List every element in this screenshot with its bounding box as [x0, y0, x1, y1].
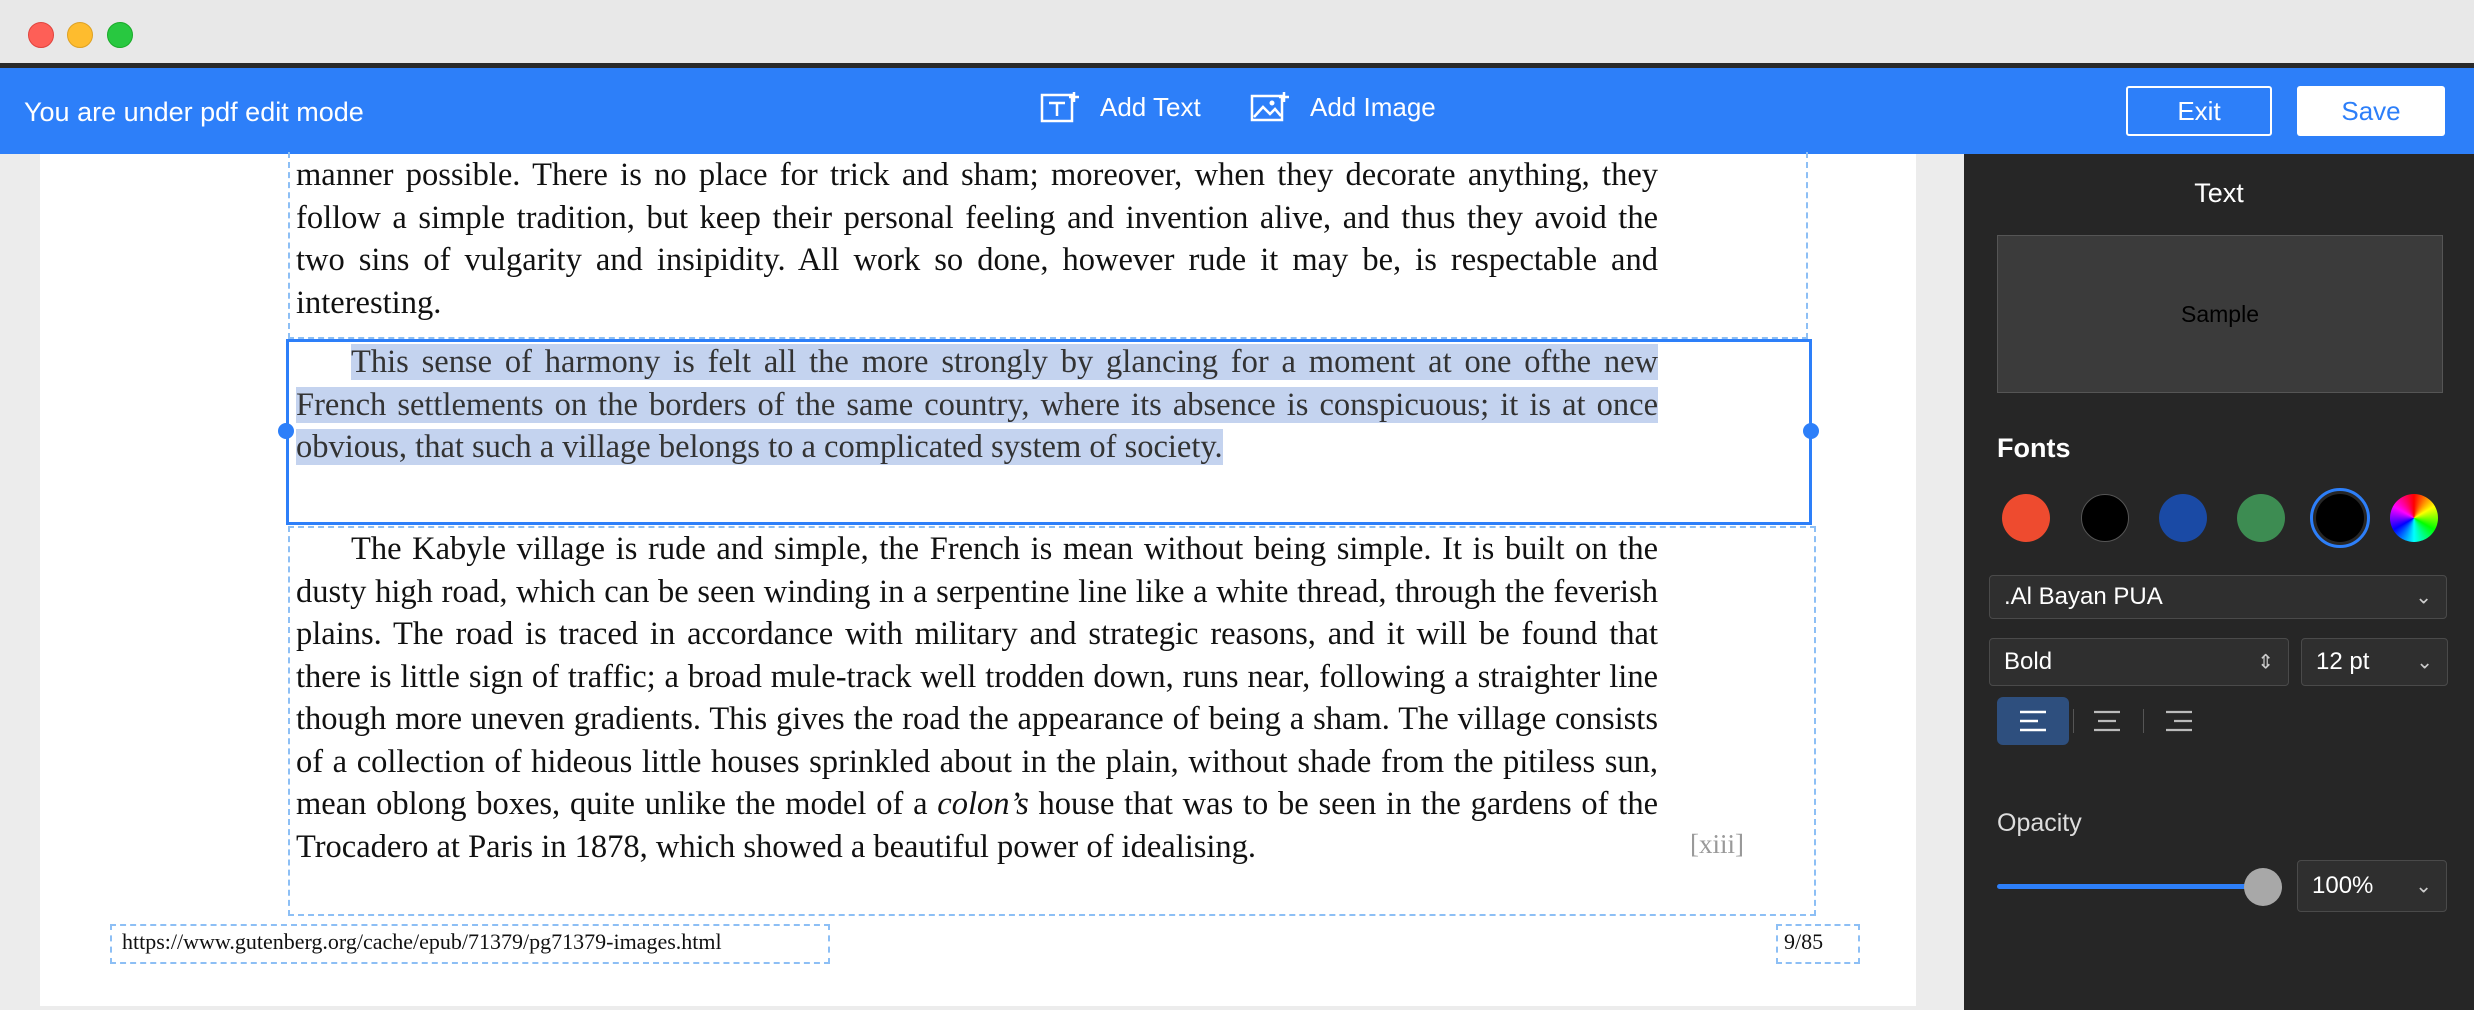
- opacity-slider-track[interactable]: [1997, 884, 2262, 889]
- font-sample-preview: [1997, 235, 2443, 393]
- color-swatch-red[interactable]: [2002, 494, 2050, 542]
- add-image-button[interactable]: [1250, 90, 1436, 124]
- color-swatch-black[interactable]: [2081, 494, 2129, 542]
- side-page-number: [xiii]: [1690, 829, 1744, 859]
- color-swatch-green[interactable]: [2237, 494, 2285, 542]
- page-count[interactable]: 9/85: [1784, 929, 1824, 954]
- add-image-label: Add Image: [1310, 91, 1436, 122]
- color-swatch-blue[interactable]: [2159, 494, 2207, 542]
- up-down-chevron-icon: ⇕: [2257, 651, 2274, 674]
- text-properties-panel: [1964, 154, 2474, 1010]
- close-window-button[interactable]: [28, 22, 54, 48]
- align-center-button[interactable]: [2071, 697, 2143, 745]
- add-text-label: Add Text: [1100, 91, 1201, 122]
- paragraph-3-start: The Kabyle village is rude and simple, the French is mean without being simple. It is built on the dusty high road, which can be seen winding in a serpentine line like a white thread, through the feverish plains. The road is traced in accordance with military and strategic reasons, and it will be found that there is little sign of traffic; a broad mule-track well trodden down, runs near, following a straighter line though more uneven gradients. This gives the road the appearance of being a sham. The village consists of a collection of hideous little houses sprinkled about in the plain, without shade from the pitiless sun, mean oblong boxes, quite unlike the model of a: [296, 531, 1658, 822]
- save-button[interactable]: Save: [2297, 86, 2445, 136]
- footer-url[interactable]: https://www.gutenberg.org/cache/epub/71379/pg71379-images.html: [122, 929, 722, 954]
- opacity-value: 100%: [2312, 872, 2374, 899]
- color-picker-icon[interactable]: [2390, 494, 2438, 542]
- add-text-button[interactable]: [1040, 90, 1201, 124]
- opacity-slider-knob[interactable]: [2244, 868, 2282, 906]
- font-size-value: 12 pt: [2316, 648, 2370, 675]
- align-center-icon: [2092, 709, 2122, 733]
- highlighted-text[interactable]: This sense of harmony is felt all the more strongly by glancing for a moment at one ofthe new French settlements on the borders of the same country, where its absence is conspicuous; it is at once obvious, that such a village belongs to a complicated system of society.: [296, 344, 1658, 465]
- align-right-button[interactable]: [2143, 697, 2215, 745]
- align-right-icon: [2164, 709, 2194, 733]
- window-titlebar: [0, 0, 2474, 63]
- color-swatch-black-selected[interactable]: [2316, 494, 2364, 542]
- font-weight-value: Bold: [2004, 648, 2053, 675]
- paragraph-text-2[interactable]: [296, 341, 1658, 469]
- opacity-label: Opacity: [1997, 809, 2082, 837]
- paragraph-text-1[interactable]: manner possible. There is no place for trick and sham; moreover, when they decorate anything, they follow a simple tradition, but keep their personal feeling and invention alive, and thus they avoid the two sins of vulgarity and insipidity. All work so done, however rude it may be, is respectable and interesting.: [296, 157, 1658, 321]
- zoom-window-button[interactable]: [107, 22, 133, 48]
- alignment-group: [1997, 697, 2217, 745]
- edit-mode-label: You are under pdf edit mode: [24, 97, 364, 127]
- font-size-select[interactable]: [2301, 638, 2448, 686]
- panel-title: Text: [2194, 178, 2244, 208]
- minimize-window-button[interactable]: [67, 22, 93, 48]
- align-left-icon: [2018, 709, 2048, 733]
- paragraph-3-italic: colon’s: [937, 786, 1029, 822]
- font-weight-select[interactable]: [1989, 638, 2289, 686]
- add-text-icon: [1040, 90, 1080, 124]
- sample-text: Sample: [2181, 300, 2259, 327]
- pdf-page: [40, 154, 1916, 1006]
- paragraph-text-3[interactable]: [296, 528, 1658, 868]
- add-image-icon: [1250, 90, 1290, 124]
- font-family-select[interactable]: [1989, 575, 2447, 619]
- document-viewport[interactable]: [0, 154, 1964, 1010]
- font-family-value: .Al Bayan PUA: [2004, 583, 2163, 610]
- chevron-down-icon: ⌄: [2415, 875, 2432, 898]
- exit-button[interactable]: Exit: [2126, 86, 2272, 136]
- opacity-select[interactable]: [2297, 860, 2447, 912]
- resize-handle-right[interactable]: [1803, 423, 1819, 439]
- fonts-heading: Fonts: [1997, 433, 2071, 463]
- chevron-down-icon: ⌄: [2415, 586, 2432, 609]
- edit-toolbar: [0, 68, 2474, 154]
- chevron-down-icon: ⌄: [2416, 651, 2433, 674]
- resize-handle-left[interactable]: [278, 423, 294, 439]
- paragraph-3-end: house that was to be seen in the gardens of the Trocadero at Paris in 1878, which showed a beautiful power of idealising.: [296, 786, 1658, 865]
- align-left-button[interactable]: [1997, 697, 2069, 745]
